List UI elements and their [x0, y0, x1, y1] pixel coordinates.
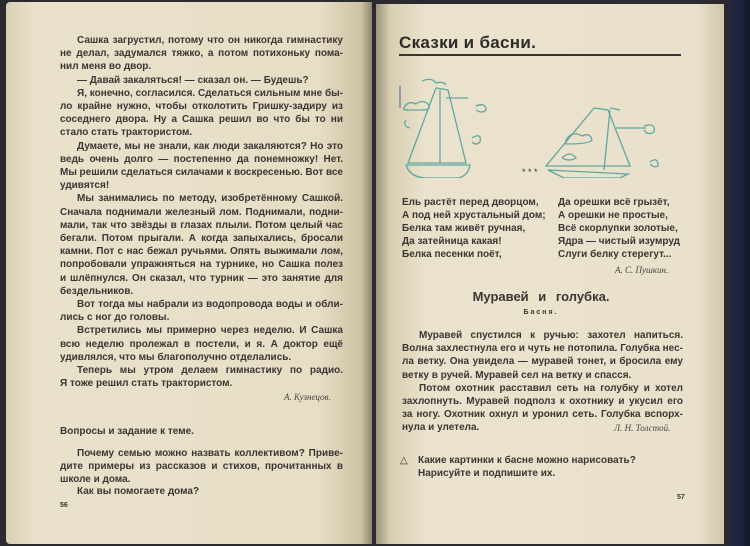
text-line: не делал, задумался тяжко, а потом потихоньку пома-: [60, 48, 343, 60]
section-stars: * * *: [522, 167, 538, 177]
text-line: бездельников.: [60, 285, 134, 297]
fable-title: Муравей и голубка.: [472, 289, 610, 304]
poem-line: Белка там живёт ручная,: [402, 223, 526, 234]
questions-heading: Вопросы и задание к теме.: [60, 426, 194, 437]
page-number-right: 57: [677, 494, 685, 501]
text-line: нула и улетела.: [402, 422, 480, 434]
story-author: А. Кузнецов.: [284, 392, 331, 402]
text-line: Почему семью можно назвать коллективом? Приве-: [77, 448, 343, 459]
text-line: Как вы помогаете дома?: [77, 486, 200, 498]
text-line: — Давай закаляться! — сказал он. — Будешь?: [77, 74, 309, 86]
text-line: школе и дома.: [60, 473, 131, 485]
text-line: камни. Пот с нас бежал ручьями. Опять выжимали лом,: [60, 246, 343, 258]
text-line: и шлёпнулся. Он сказал, что турник — это занятие для: [60, 272, 343, 284]
text-line: мали, так что звёзды в глазах плыли. Потом целый час: [60, 219, 343, 231]
text-line: попробовали упражняться на турнике, но Сашка полез: [60, 259, 343, 271]
text-line: Сашка загрустил, потому что он никогда гимнастику: [77, 35, 343, 46]
text-line: ла ветку. Она увидела — муравей тонет, и бросила ему: [402, 356, 683, 368]
text-line: всю неделю пролежал в постели, и я. А доктор ещё: [60, 338, 343, 350]
book-edge: [724, 0, 750, 546]
title-underline: [399, 54, 681, 56]
text-line: Теперь мы утром делаем гимнастику по радио.: [77, 365, 343, 376]
text-line: Вот тогда мы набрали из водопровода воды и обли-: [77, 299, 343, 310]
text-line: за ногу. Охотник охнул и уронил сеть. Голубка вспорх-: [402, 409, 683, 421]
text-line: Потом охотник расставил сеть на голубку и хотел: [419, 382, 683, 394]
text-line: удивятся!: [60, 180, 110, 192]
fable-author: Л. Н. Толстой.: [614, 423, 671, 433]
task-line: Нарисуйте и подпишите их.: [418, 468, 556, 479]
text-line: Волна захлестнула его и чуть не потопила. Голубка нес-: [402, 343, 683, 355]
text-line: ветку в ручей. Муравей сел на ветку и спасся.: [402, 369, 632, 381]
sailboat-right: [546, 108, 658, 178]
poem-line: Да затейница какая!: [402, 236, 502, 247]
text-line: Думаете, мы не знали, как люди закаляются? Но это: [77, 140, 343, 152]
text-line: Мы занимались по методу, изобретённому Сашкой.: [77, 193, 343, 205]
poem-line: Всё скорлупки золотые,: [558, 223, 678, 234]
text-line: лись с ног до головы.: [60, 312, 170, 324]
text-line: Сначала поднимали железный лом. Поднимали, подни-: [60, 206, 343, 218]
poem-line: А орешки не простые,: [558, 210, 668, 221]
section-title: Сказки и басни.: [399, 33, 537, 52]
text-line: Я, конечно, согласился. Сделаться сильным мне бы-: [77, 87, 343, 99]
poem-line: Ель растёт перед дворцом,: [402, 197, 539, 208]
sailboats-illustration: [398, 78, 678, 178]
text-line: ло крайне нужно, чтобы отколотить Гришку-задиру из: [60, 101, 343, 112]
text-line: удивлялся, что мы благополучно отделались.: [60, 351, 292, 363]
fable-genre: Басня.: [523, 309, 559, 316]
text-line: ведь очень долго — постепенно да понемножку! Нет.: [60, 153, 343, 165]
task-line: Какие картинки к басне можно нарисовать?: [418, 455, 636, 466]
text-line: захлопнуть. Муравей подполз к охотнику и укусил его: [402, 396, 683, 407]
text-line: соседнего двора. Ну а Сашка решил во что бы то ни: [60, 114, 343, 126]
sailboat-left: [400, 79, 486, 178]
text-line: Мы решили сделаться силачами к воскресенью. Вот все: [60, 167, 343, 178]
text-line: Встретились мы примерно через неделю. И Сашка: [77, 325, 343, 337]
triangle-outline-icon: △: [400, 455, 408, 466]
poem-line: Ядра — чистый изумруд: [558, 236, 680, 247]
text-line: Я тоже решил стать трактористом.: [60, 378, 233, 390]
poem-line: Да орешки всё грызёт,: [558, 197, 670, 208]
text-line: дите примеры из рассказов и стихов, прочитанных в: [60, 460, 343, 472]
poem-author: А. С. Пушкин.: [615, 265, 669, 275]
text-line: нил меня во двор.: [60, 61, 152, 73]
text-line: стало стать трактористом.: [60, 127, 193, 139]
text-line: Муравей спустился к ручью: захотел напиться.: [419, 330, 683, 341]
poem-line: Белка песенки поёт,: [402, 249, 502, 260]
page-number-left: 56: [60, 502, 68, 509]
text-line: бегали. Потом прыгали. А когда запыхались, бросали: [60, 233, 343, 244]
poem-line: А под ней хрустальный дом;: [402, 210, 546, 221]
poem-line: Слуги белку стерегут...: [558, 249, 672, 260]
